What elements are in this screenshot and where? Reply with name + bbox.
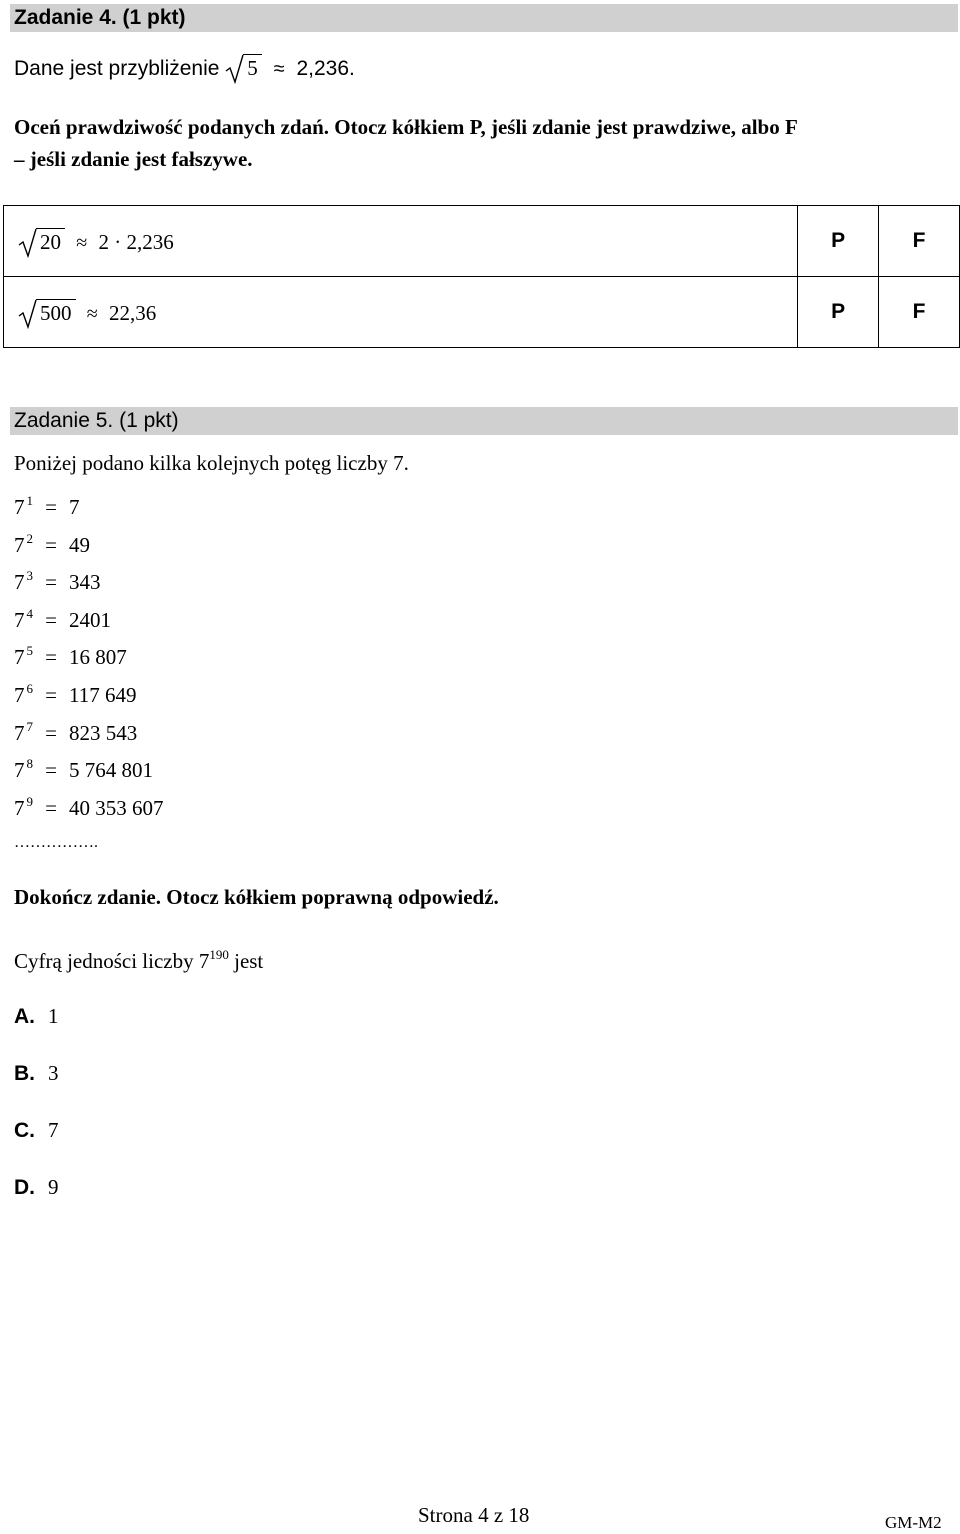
task5-question — [14, 942, 263, 974]
answer-option-a[interactable]: A. 1 — [14, 1004, 59, 1028]
option-true[interactable]: P — [798, 206, 879, 277]
page-number: Strona 4 z 18 — [418, 1503, 530, 1527]
approx-sign: ≈ — [273, 58, 285, 80]
approx-sign: ≈ — [86, 302, 98, 325]
power-line: 7 $^3$ = 343 — [14, 568, 101, 594]
task4-title: Zadanie 4. (1 pkt) — [14, 6, 186, 29]
power-line: 7 $^4$ = 2401 — [14, 606, 111, 632]
answer-option-c[interactable]: C. 7 — [14, 1118, 59, 1142]
question-prefix: Cyfrą jedności liczby 7 — [14, 949, 210, 973]
task5-intro: Poniżej podano kilka kolejnych potęg liczby 7. — [14, 451, 409, 475]
exam-code: GM-M2 — [885, 1513, 942, 1532]
task5-instruction: Dokończ zdanie. Otocz kółkiem poprawną odpowiedź. — [14, 885, 499, 909]
statement-rhs: 2 · 2,236 — [98, 229, 174, 254]
question-suffix: jest — [234, 949, 264, 973]
power-line: 7 $^7$ = 823 543 — [14, 719, 138, 745]
task4-given — [14, 54, 355, 82]
table-row — [4, 206, 960, 277]
sqrt-symbol: 500 — [18, 299, 76, 326]
power-line: 7 $^9$ = 40 353 607 — [14, 794, 164, 820]
ellipsis: ……………. — [14, 834, 98, 851]
power-line: 7 $^8$ = 5 764 801 — [14, 756, 153, 782]
sqrt-symbol: 20 — [18, 228, 65, 255]
power-line: 7 $^1$ = 7 — [14, 493, 80, 519]
task4-instruction-2: – jeśli zdanie jest fałszywe. — [14, 147, 253, 171]
task4-instruction-1: Oceń prawdziwość podanych zdań. Otocz kółkiem P, jeśli zdanie jest prawdziwe, albo F — [14, 115, 798, 139]
answer-option-b[interactable]: B. 3 — [14, 1061, 59, 1085]
given-value: 2,236. — [296, 57, 355, 80]
true-false-table — [3, 205, 960, 348]
statement-2 — [4, 277, 798, 348]
power-line: 7 $^2$ = 49 — [14, 531, 90, 557]
sqrt-symbol: 5 — [225, 54, 262, 81]
statement-1 — [4, 206, 798, 277]
task5-title: Zadanie 5. (1 pkt) — [14, 409, 179, 432]
answer-option-d[interactable]: D. 9 — [14, 1175, 59, 1199]
question-exponent: 190 — [209, 947, 229, 962]
power-line: 7 $^5$ = 16 807 — [14, 643, 127, 669]
option-true[interactable]: P — [798, 277, 879, 348]
option-false[interactable]: F — [879, 277, 960, 348]
statement-rhs: 22,36 — [108, 300, 157, 325]
power-line: 7 $^6$ = 117 649 — [14, 681, 137, 707]
approx-sign: ≈ — [76, 231, 88, 254]
given-prefix: Dane jest przybliżenie — [14, 57, 220, 80]
option-false[interactable]: F — [879, 206, 960, 277]
table-row — [4, 277, 960, 348]
